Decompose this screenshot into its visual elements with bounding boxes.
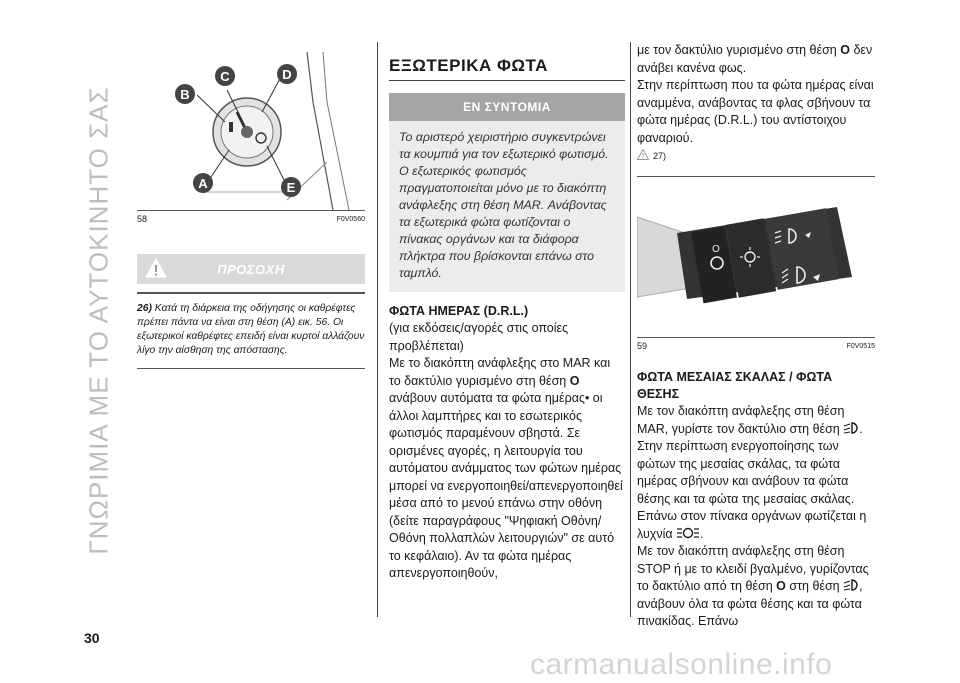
dipped-beam-heading: ΦΩΤΑ ΜΕΣΑΙΑΣ ΣΚΑΛΑΣ / ΦΩΤΑ ΘΕΣΗΣ bbox=[637, 370, 833, 401]
drl-p2-end: δεν ανάβει κανένα φως. bbox=[637, 43, 873, 75]
figure59-code: F0V0515 bbox=[846, 343, 875, 350]
mirror-control-illustration bbox=[137, 42, 365, 210]
summary-paragraph-2: Ο εξωτερικός φωτισμός πραγματοποιείται μόνο με το διακόπτη ανάφλεξης στη θέση MAR. Ανάβοντας τα εξωτερικά φώτα φωτίζονται ο πίνακας οργάνων και τα διάφορα πλήκτρα που βρίσκονται επάνω στο ταμπλό. bbox=[399, 164, 607, 280]
warning-small-icon bbox=[637, 149, 649, 162]
drl-note-ref bbox=[637, 149, 875, 162]
summary-header: ΕΝ ΣΥΝΤΟΜΙΑ bbox=[389, 93, 625, 121]
figure58-caption bbox=[137, 211, 365, 228]
warning-triangle-icon bbox=[145, 258, 167, 283]
dipped-beam-icon bbox=[843, 579, 859, 593]
summary-paragraph-1: Το αριστερό χειριστήριο συγκεντρώνει τα κουμπιά για τον εξωτερικό φωτισμό. bbox=[399, 130, 609, 161]
figure58-number: 58 bbox=[137, 214, 148, 224]
chapter-side-title bbox=[84, 40, 114, 600]
position-o-symbol: O bbox=[840, 43, 850, 57]
dipped-paragraph-2 bbox=[637, 543, 875, 631]
position-o-symbol: O bbox=[776, 579, 786, 593]
dipped-p1-start: Με τον διακόπτη ανάφλεξης στη θέση MAR, γυρίστε τον δακτύλιο στη θέση bbox=[637, 404, 845, 436]
drl-paragraph-2 bbox=[637, 42, 875, 77]
warning-title: ΠΡΟΣΟΧΗ bbox=[217, 261, 285, 277]
drl-paragraph-3: Στην περίπτωση που τα φώτα ημέρας είναι αναμμένα, ανάβοντας τα φλας σβήνουν τα φώτα ημέρας (D.R.L.) του αντίστοιχου φαναριού. bbox=[637, 78, 874, 145]
dipped-p2-start: Με τον διακόπτη ανάφλεξης στη θέση STOP ή με το κλειδί βγαλμένο, γυρίζοντας το δακτύλιο από τη θέση bbox=[637, 544, 869, 593]
drl-paragraph-1 bbox=[389, 355, 625, 583]
dipped-beam-icon bbox=[843, 422, 859, 436]
position-o-symbol: O bbox=[569, 373, 580, 388]
chapter-side-title-text: ΓΝΩΡΙΜΙΑ ΜΕ ΤΟ ΑΥΤΟΚΙΝΗΤΟ ΣΑΣ bbox=[83, 85, 114, 555]
figure59-number: 59 bbox=[637, 341, 648, 351]
figure58-label-c: C bbox=[220, 69, 230, 84]
light-stalk-illustration bbox=[637, 177, 875, 337]
column-divider bbox=[377, 42, 378, 617]
dipped-paragraph-1 bbox=[637, 403, 875, 543]
figure59-caption bbox=[637, 338, 875, 355]
sidelight-warning-icon bbox=[676, 527, 700, 541]
dipped-p1-middle: . Στην περίπτωση ενεργοποίησης των φώτων της μεσαίας σκάλας, τα φώτα ημέρας σβήνουν και ανάβουν τα φώτα θέσης και τα φώτα της μεσαίας σκάλας. Επάνω στον πίνακα οργάνων φωτίζεται η λυχνία bbox=[637, 421, 867, 541]
stalk-o-symbol: O bbox=[712, 244, 720, 255]
figure58-label-a: A bbox=[198, 176, 208, 191]
figure58-label-e: E bbox=[286, 180, 296, 195]
figure58-code: F0V0560 bbox=[336, 216, 365, 223]
warning-text bbox=[137, 292, 365, 369]
figure58-label-d: D bbox=[282, 67, 292, 82]
figure-light-stalk bbox=[637, 176, 875, 338]
column-middle bbox=[389, 42, 625, 583]
figure-mirror-control bbox=[137, 42, 365, 211]
watermark: carmanualsonline.info bbox=[530, 648, 833, 681]
column-divider bbox=[630, 42, 631, 617]
drl-p1-end: ανάβουν αυτόματα τα φώτα ημέρας• οι άλλοι λαμπτήρες και το εσωτερικός φωτισμός παραμένουν σβηστά. Σε ορισμένες αγορές, η λειτουργία του αυτόματου ανάμματος των φώτων ημέρας μπορεί να ενεργοποιηθεί/απενεργοποιηθεί μέσα από το μενού επάνω στην οθόνη (δείτε παραγράφους "Ψηφιακή Οθόνη/Οθόνη πολλαπλών λειτουργιών" σε αυτό το κεφάλαιο). Αν τα φώτα ημέρας απενεργοποιηθούν, bbox=[389, 391, 623, 580]
drl-note: (για εκδόσεις/αγορές στις οποίες προβλέπεται) bbox=[389, 321, 569, 353]
drl-heading: ΦΩΤΑ ΗΜΕΡΑΣ (D.R.L.) bbox=[389, 304, 529, 318]
drl-p1-start: Με το διακόπτη ανάφλεξης στο MAR και το δακτύλιο γυρισμένο στη θέση bbox=[389, 356, 611, 388]
figure58-label-b: B bbox=[180, 87, 190, 102]
warning-body: Κατά τη διάρκεια της οδήγησης οι καθρέφτες πρέπει πάντα να είναι στη θέση (A) εικ. 56. Οι εξωτερικοί καθρέφτες επειδή είναι κυρτοί αλλάζουν λίγο την αίσθηση της απόστασης. bbox=[137, 303, 365, 356]
page-number: 30 bbox=[84, 630, 100, 646]
section-title: ΕΞΩΤΕΡΙΚΑ ΦΩΤΑ bbox=[389, 56, 548, 75]
column-left bbox=[137, 42, 365, 369]
summary-box bbox=[389, 121, 625, 292]
drl-ref-number: 27) bbox=[653, 150, 667, 161]
warning-ref: 26) bbox=[137, 303, 152, 314]
column-right bbox=[637, 42, 875, 631]
section-rule bbox=[389, 80, 625, 81]
warning-header bbox=[137, 254, 365, 284]
drl-p2-start: με τον δακτύλιο γυρισμένο στη θέση bbox=[637, 43, 841, 57]
dipped-p2-end: , ανάβουν όλα τα φώτα θέσης και τα φώτα πινακίδας. Επάνω bbox=[637, 579, 863, 628]
dipped-p1-end: . bbox=[700, 526, 704, 541]
dipped-p2-middle: στη θέση bbox=[785, 579, 844, 593]
